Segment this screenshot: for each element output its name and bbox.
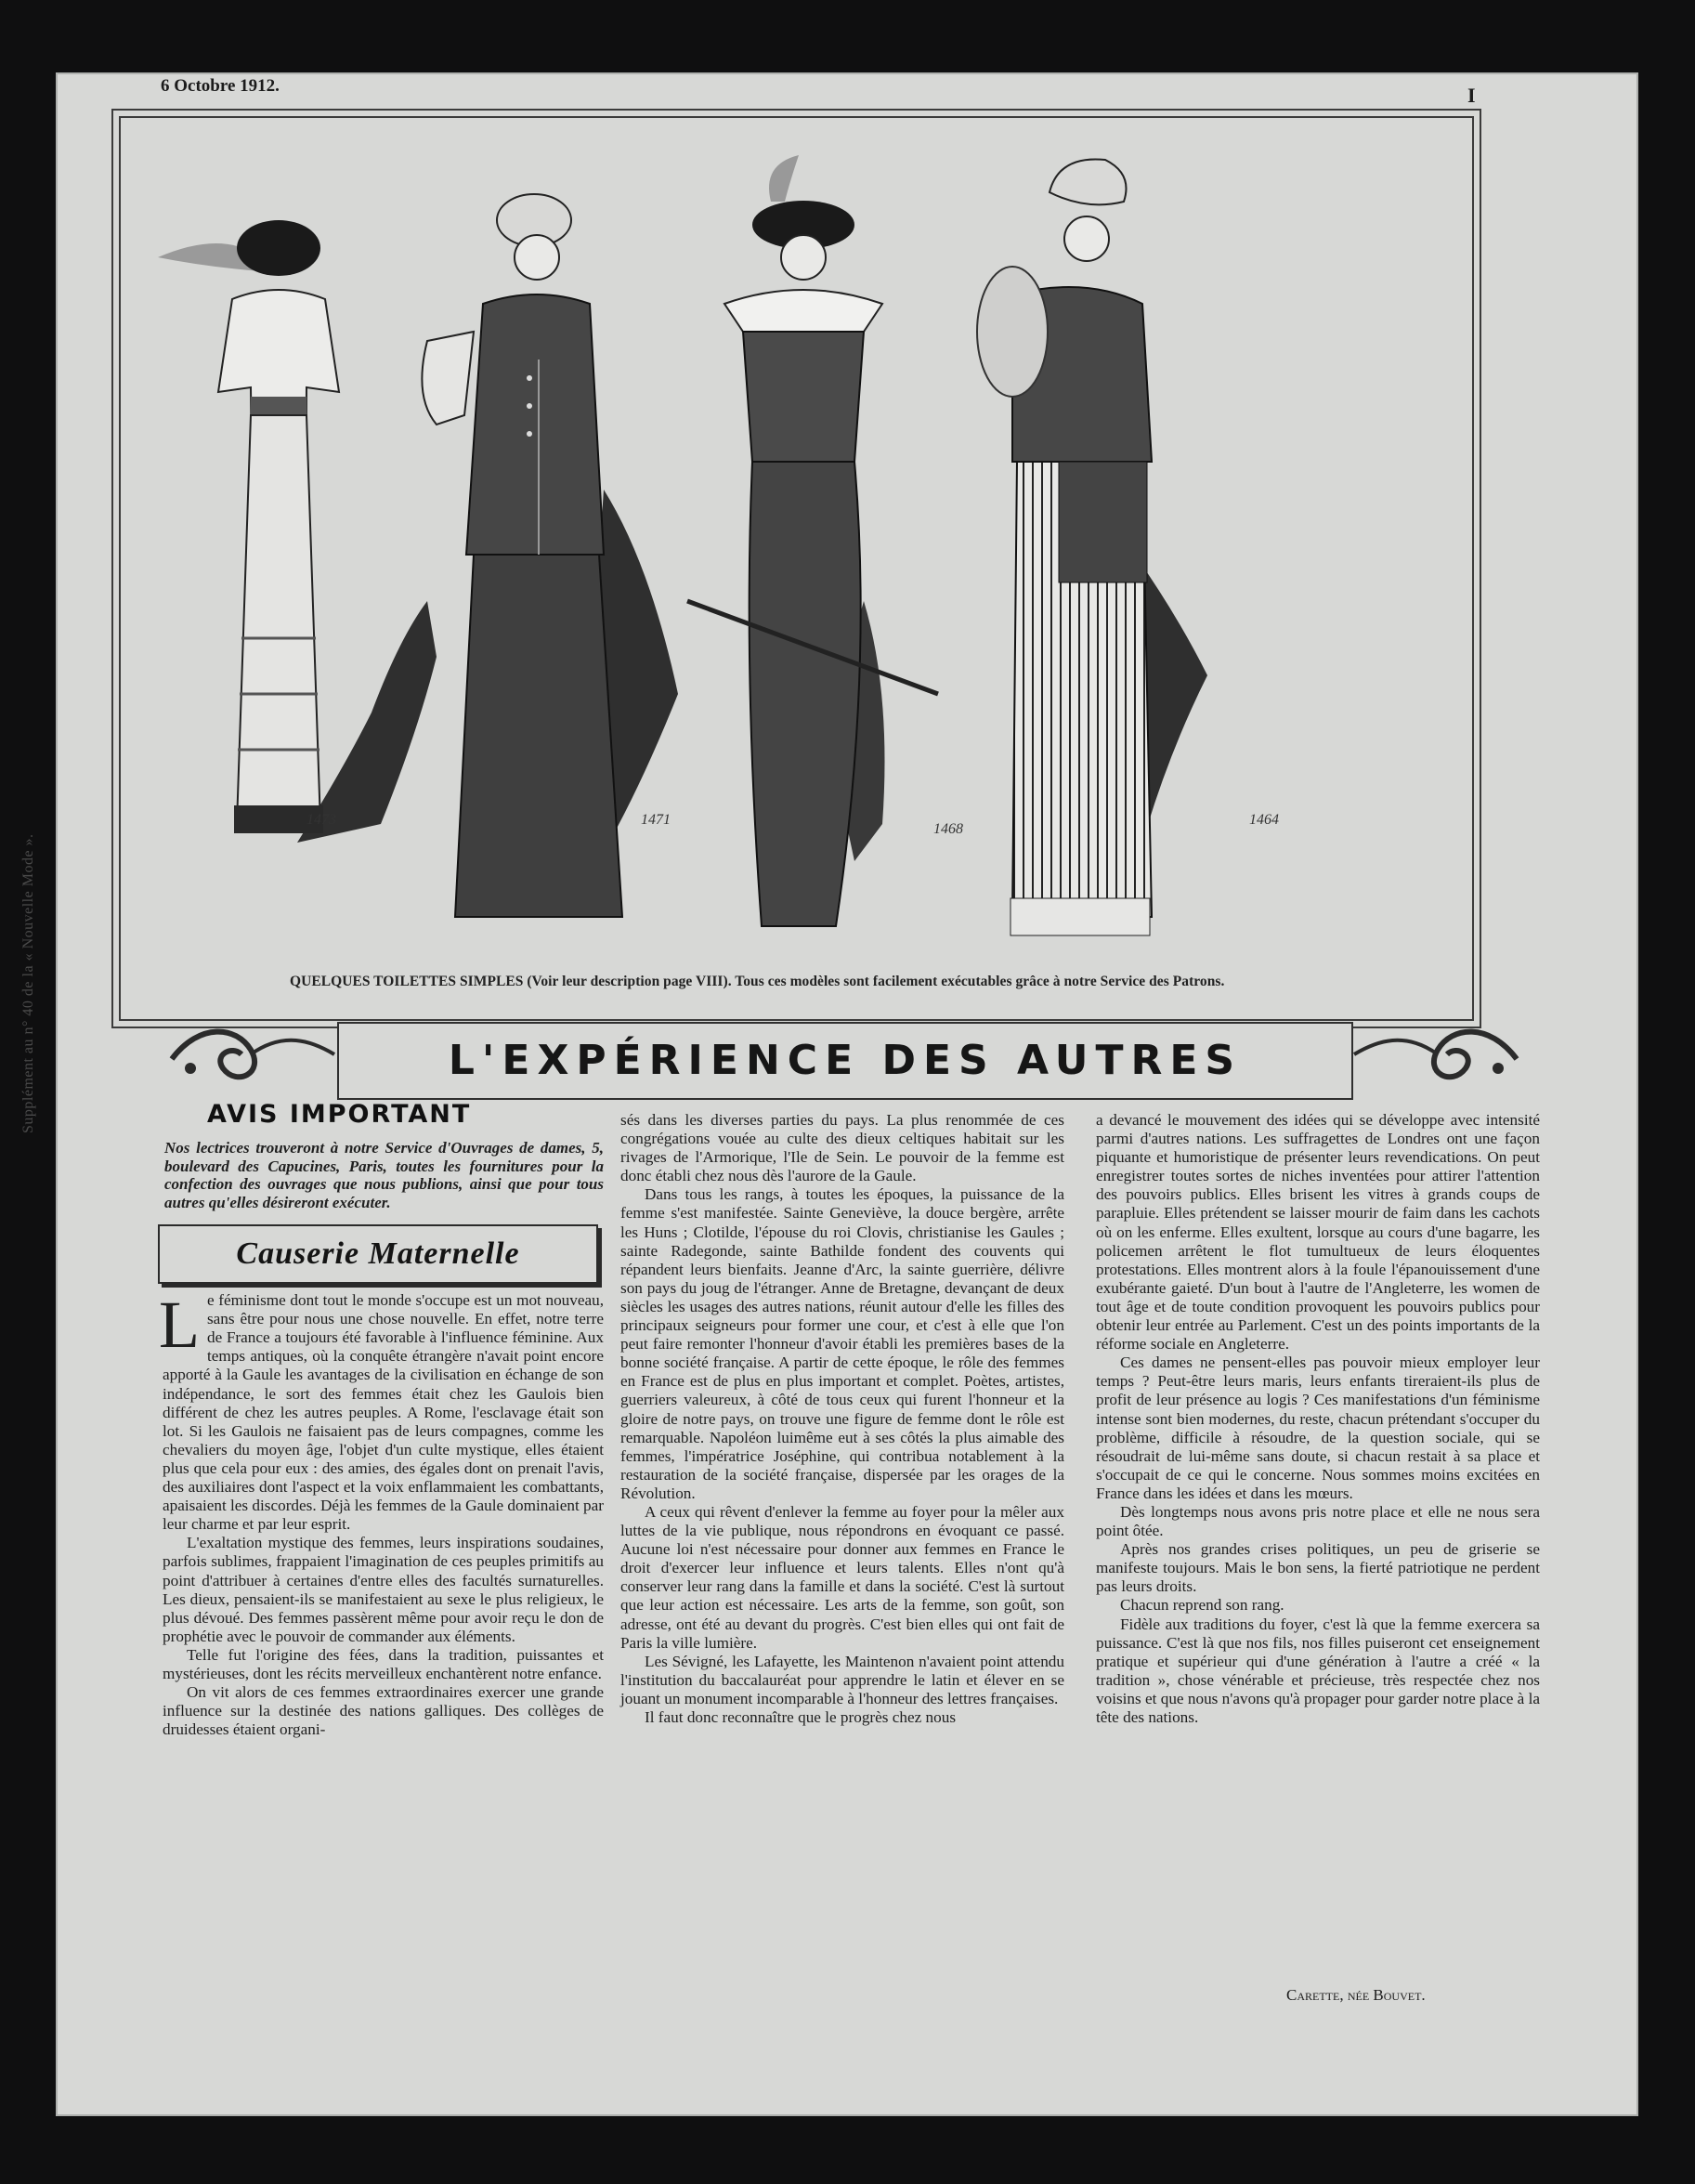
illustration-caption: QUELQUES TOILETTES SIMPLES (Voir leur description page VIII). Tous ces modèles sont facilement exécutables grâce à notre Service des Patrons. — [290, 974, 1225, 989]
right-ornament-icon — [1349, 1003, 1526, 1105]
col3-paragraph: Chacun reprend son rang. — [1120, 1596, 1284, 1615]
fashion-illustration — [119, 116, 1474, 1021]
col2-paragraph: Il faut donc reconnaître que le progrès chez nous — [645, 1708, 957, 1726]
figure-number-4: 1464 — [1249, 812, 1279, 828]
col3-paragraph: Fidèle aux traditions du foyer, c'est là que la femme exercera sa puissance. C'est là que nos fils, nos filles puiseront cet enseignement pratique et supérieur qui d'une génération à l'autre a créé « la tradition », chose vénérable et précieuse, très respectée chez nos voisins et que nous n'avons qu'à propager pour garder notre place à la tête des nations. — [1096, 1615, 1540, 1726]
col1-paragraph: L'exaltation mystique des femmes, leurs inspirations soudaines, parfois sublimes, frappaient l'imagination de ces peuples primitifs au point d'attribuer à certaines d'entre elles des facultés surnaturelles. Les dieux, pensaient-ils se manifestaient au sexe le plus religieux, le plus dévoué. Des femmes passèrent même pour avoir reçu le don de prophétie avec le pouvoir de commander aux éléments. — [163, 1534, 604, 1645]
issue-date: 6 Octobre 1912. — [161, 76, 280, 96]
figure-number-1: 1473 — [306, 812, 336, 828]
dropcap: L — [159, 1288, 200, 1363]
col2-paragraph: A ceux qui rêvent d'enlever la femme au foyer pour la mêler aux luttes de la vie publique, nous répondrons en évoquant ce passé. Aucune loi n'est nécessaire pour donner aux femmes en France le droit d'exercer leur influence et leurs talents. Elles n'ont qu'à conserver leur rang dans la famille et dans la société. C'est là surtout que leur action est nécessaire. Les arts de la femme, son goût, son adresse, ont été au devant du progrès. C'est bien elles qui ont fait de Paris la ville lumière. — [620, 1502, 1064, 1652]
fashion-plate-drawing — [121, 118, 1472, 1019]
col2-paragraph: Les Sévigné, les Lafayette, les Maintenon n'avaient point attendu l'institution du baccalauréat pour apprendre le latin et élever en se jouant un monument incomparable à l'honneur des lettres françaises. — [620, 1652, 1064, 1707]
figure-number-3: 1468 — [933, 821, 963, 837]
causerie-title: Causerie Maternelle — [158, 1224, 598, 1284]
title-band — [107, 1003, 1584, 1105]
avis-text: Nos lectrices trouveront à notre Service d'Ouvrages de dames, 5, boulevard des Capucines, Paris, toutes les fournitures pour la confection des ouvrages que nous publions, ainsi que pour tous autres qu'elles désireront exécuter. — [164, 1139, 604, 1211]
col2-paragraph: Dans tous les rangs, à toutes les époques, la puissance de la femme s'est manifestée. Sainte Geneviève, la douce bergère, arrête les Huns ; Clotilde, l'épouse du roi Clovis, christianise les Gaules ; sainte Radegonde, sainte Bathilde fondent des couvents qui répandent leurs bienfaits. Jeanne d'Arc, la sainte guerrière, délivre son pays du joug de l'étranger. Anne de Bretagne, devançant de deux siècles les usages des autres nations, réunit autour d'elle les filles des principaux seigneurs pour former une cour, et c'est à elle que l'on peut faire remonter l'honneur d'avoir établi les premières bases de la bonne société française. A partir de cette époque, le rôle des femmes en France est de plus en plus important et complet. Poètes, artistes, guerriers valeureux, à côté de tous ceux qui furent l'honneur et la gloire de notre pays, on trouve une figure de femme dont le rôle est remarquable. Napoléon luimême eut à ses côtés la plus aimable des femmes, l'impératrice Joséphine, qui contribua notablement à la restauration de la société française, dispersée par les orages de la Révolution. — [620, 1185, 1064, 1502]
signature: Carette, née Bouvet. — [1286, 1986, 1426, 2004]
col3-paragraph: Après nos grandes crises politiques, un peu de griserie se manifeste toujours. Mais le bon sens, la fierté patriotique ne perdent pas leurs droits. — [1096, 1540, 1540, 1596]
col1-paragraph: Telle fut l'origine des fées, dans la tradition, puissantes et mystérieuses, dont les récits merveilleux enchantèrent notre enfance. — [163, 1645, 604, 1682]
figure-2-tunic-suit — [422, 194, 678, 917]
col1-paragraph: On vit alors de ces femmes extraordinaires exercer une grande influence sur la destinée des nations galliques. Des collèges de druidesses étaient organi- — [163, 1683, 604, 1739]
col3-paragraph: Dès longtemps nous avons pris notre place et elle ne nous sera point ôtée. — [1096, 1502, 1540, 1540]
col1-paragraph: e féminisme dont tout le monde s'occupe est un mot nouveau, sans être pour nous une chose nouvelle. En effet, notre terre de France a toujours été favorable à l'influence féminine. Aux temps antiques, où la conquête étrangère n'avait point encore apporté à la Gaule les avantages de la civilisation en échange de son indépendance, le sort des femmes était chez les Gaulois bien différent de chez les autres peuples. A Rome, l'esclavage était son lot. Si les Gaulois ne faisaient pas de leurs compagnes, comme les chevaliers du moyen âge, l'objet d'un culte mystique, elles étaient plus que cela pour eux : des amies, des égales dont on prenait l'avis, des auxiliaires dont l'aspect et la voix enflammaient les combattants, apaisaient les discordes. Déjà les femmes de la Gaule dominaient par leur charme et par leur esprit. — [163, 1291, 604, 1534]
col3-paragraph: a devancé le mouvement des idées qui se développe avec intensité parmi d'autres nations. Les suffragettes de Londres ont une façon piquante et humoristique de présenter leurs revendications. On peut enregistrer toutes sortes de niches inventées pour attirer l'attention des pouvoirs publics. Elles brisent les vitres à grands coups de parapluie. Elles prétendent se laisser mourir de faim dans les cachots où on les enferme. Elles exultent, lorsque au cours d'une bagarre, les policemen arrêtent le flot tumultueux de leurs éloquentes protestations. Elles montrent alors à la foule l'épanouissement d'une exubérante gaieté. D'un bout à l'autre de l'Angleterre, les women de tout âge et de toute condition provoquent les pouvoirs publics pour obtenir leur entrée au Parlement. C'est un des points importants de la réforme sociale en Angleterre. — [1096, 1111, 1540, 1354]
avis-heading: AVIS IMPORTANT — [207, 1100, 472, 1129]
col3-paragraph: Ces dames ne pensent-elles pas pouvoir mieux employer leur temps ? Peut-être leurs maris, leurs enfants tireraient-ils plus de profit de leur présence au logis ? Ces manifestations d'un féminisme intense sont bien modernes, du reste, chacun prétendant s'occuper du problème, difficile à résoudre, de la question sociale, qui se résoudrait de lui-même sans doute, si chacun restait à sa place et s'occupait de ce qui le concerne. Nous sommes moins excitées en France dans les idées et dans les mœurs. — [1096, 1354, 1540, 1502]
page-title: L'EXPÉRIENCE DES AUTRES — [337, 1022, 1353, 1100]
column-3 — [1096, 1111, 1540, 1727]
page-number: I — [1467, 84, 1476, 107]
figure-1-lace-dress — [158, 220, 437, 843]
figure-4-striped-skirt — [977, 159, 1207, 935]
side-note: Supplément au n° 40 de la « Nouvelle Mode ». — [20, 833, 36, 1133]
column-1 — [159, 1100, 604, 1739]
left-ornament-icon — [163, 1003, 339, 1105]
col2-paragraph: sés dans les diverses parties du pays. La plus renommée de ces congrégations vouée au culte des dieux celtiques habitait sur les rivages de l'Armorique, l'Ile de Sein. Le pouvoir de la femme est donc établi chez nous dès l'aurore de la Gaule. — [620, 1111, 1064, 1185]
figure-3-draped-dress — [687, 155, 938, 926]
figure-number-2: 1471 — [641, 812, 671, 828]
column-2 — [620, 1111, 1064, 1727]
